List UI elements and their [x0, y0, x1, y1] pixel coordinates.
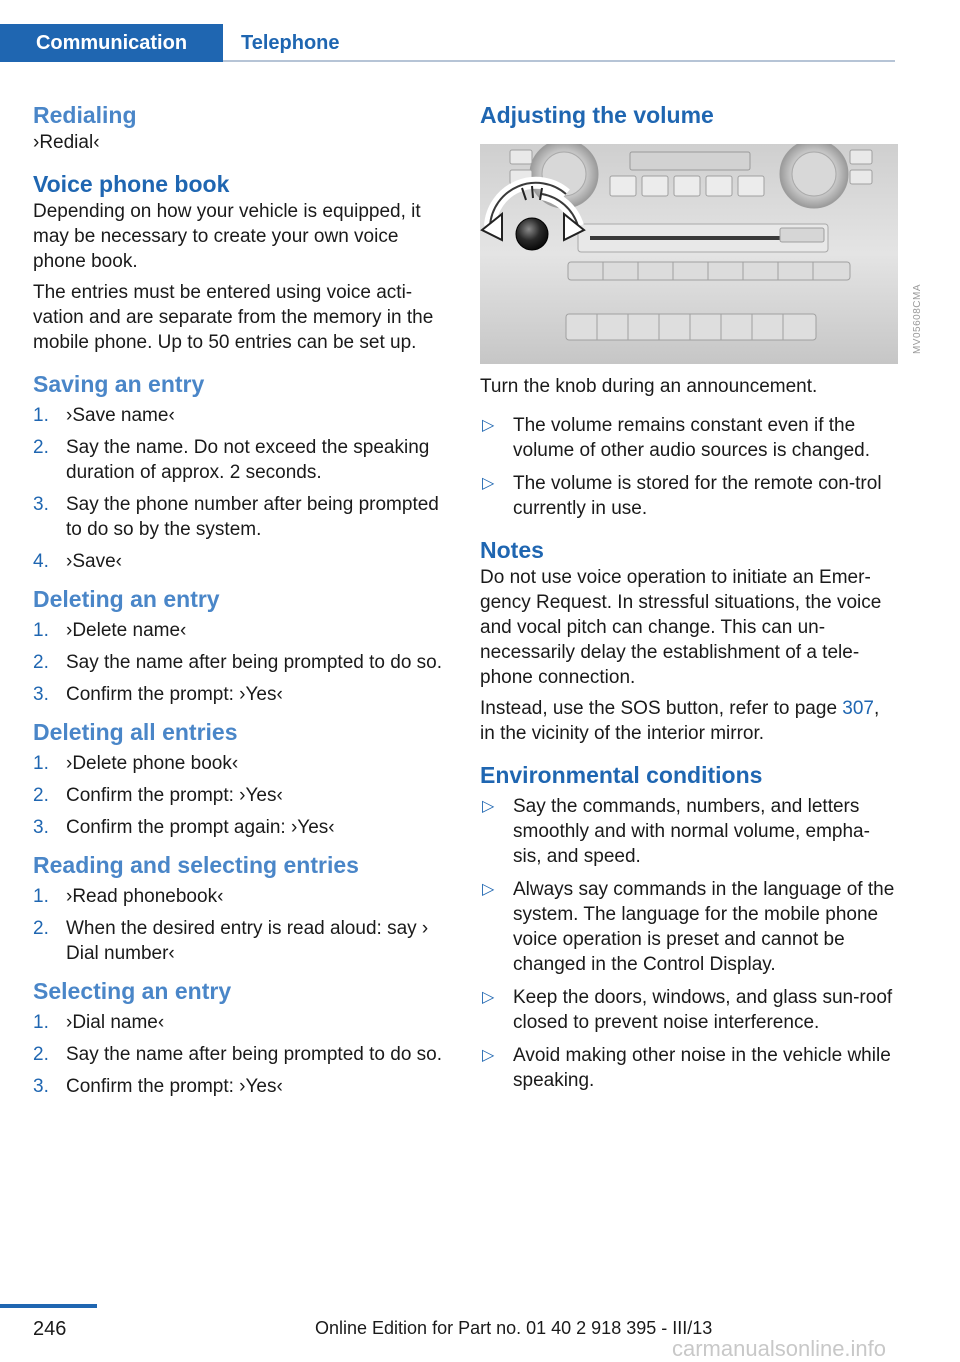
- list-item: 3. Say the phone number after being prompted to do so by the system.: [33, 494, 439, 540]
- list-item: ▷ The volume is stored for the remote con-trol currently in use.: [482, 473, 882, 519]
- heading-voice-phone-book: Voice phone book: [33, 171, 230, 197]
- list-item: 2. When the desired entry is read aloud: say › Dial number‹: [33, 918, 429, 964]
- voice-book-paragraph-1: Depending on how your vehicle is equipped, it may be necessary to create your own voice phone book.: [33, 201, 421, 272]
- heading-reading-and-selecting: Reading and selecting entries: [33, 852, 359, 878]
- list-item: 2. Say the name after being prompted to do so.: [33, 652, 443, 673]
- deleting-all-steps: [33, 751, 445, 840]
- deleting-steps: [33, 618, 445, 707]
- list-item: 3. Confirm the prompt again: ›Yes‹: [33, 817, 335, 838]
- notes-paragraph-2: Instead, use the SOS button, refer to page 307, in the vicinity of the interior mirror.: [480, 698, 880, 744]
- list-item: 1. ›Delete phone book‹: [33, 753, 239, 774]
- heading-notes: Notes: [480, 537, 544, 563]
- list-item: 2. Confirm the prompt: ›Yes‹: [33, 785, 283, 806]
- control-panel-illustration: [480, 144, 898, 364]
- heading-selecting-an-entry: Selecting an entry: [33, 978, 232, 1004]
- tab-telephone[interactable]: Telephone: [241, 31, 340, 54]
- list-item: ▷ Always say commands in the language of the system. The language for the mobile phone voice operation is preset and cannot be changed in the Control Display.: [482, 879, 895, 975]
- list-item: 1. ›Read phonebook‹: [33, 886, 224, 907]
- list-item: ▷ The volume remains constant even if the volume of other audio sources is changed.: [482, 415, 870, 461]
- heading-deleting-an-entry: Deleting an entry: [33, 586, 220, 612]
- list-item: 1. ›Dial name‹: [33, 1012, 165, 1033]
- list-item: 3. Confirm the prompt: ›Yes‹: [33, 684, 283, 705]
- tab-communication[interactable]: Communication: [0, 24, 223, 62]
- triangle-bullet-icon: ▷: [482, 1047, 495, 1064]
- saving-steps: [33, 403, 445, 574]
- control-panel-figure: [480, 144, 923, 364]
- heading-saving-an-entry: Saving an entry: [33, 371, 205, 397]
- heading-environmental-conditions: Environmental conditions: [480, 762, 763, 788]
- voice-book-paragraph-2: The entries must be entered using voice acti-vation and are separate from the memory in the mobile phone. Up to 50 entries can be set up.: [33, 282, 434, 353]
- page-link[interactable]: 307: [842, 698, 874, 719]
- list-item: 4. ›Save‹: [33, 551, 122, 572]
- list-item: 2. Say the name after being prompted to do so.: [33, 1044, 443, 1065]
- list-item: 3. Confirm the prompt: ›Yes‹: [33, 1076, 283, 1097]
- left-column: [33, 100, 445, 1099]
- triangle-bullet-icon: ▷: [482, 475, 495, 492]
- list-item: 2. Say the name. Do not exceed the speaking duration of approx. 2 seconds.: [33, 437, 430, 483]
- list-item: ▷ Say the commands, numbers, and letters smoothly and with normal volume, empha-sis, and speed.: [482, 796, 870, 867]
- right-column: [480, 100, 923, 1093]
- volume-caption: Turn the knob during an announcement.: [480, 376, 818, 397]
- triangle-bullet-icon: ▷: [482, 417, 495, 434]
- heading-deleting-all-entries: Deleting all entries: [33, 719, 238, 745]
- heading-redialing: Redialing: [33, 102, 137, 128]
- list-item: ▷ Keep the doors, windows, and glass sun-roof closed to prevent noise interference.: [482, 987, 893, 1033]
- list-item: 1. ›Save name‹: [33, 405, 175, 426]
- page-number: 246: [33, 1318, 67, 1340]
- triangle-bullet-icon: ▷: [482, 881, 495, 898]
- redial-command: ›Redial‹: [33, 132, 100, 153]
- list-item: 1. ›Delete name‹: [33, 620, 187, 641]
- list-item: ▷ Avoid making other noise in the vehicle while speaking.: [482, 1045, 891, 1091]
- figure-code: MV05608CMA: [912, 284, 923, 355]
- volume-notes-list: [480, 413, 898, 521]
- reading-steps: [33, 884, 445, 966]
- edition-text: Online Edition for Part no. 01 40 2 918 395 - III/13: [315, 1318, 713, 1338]
- environment-list: [480, 794, 898, 1093]
- notes-paragraph-1: Do not use voice operation to initiate an Emer-gency Request. In stressful situations, the voice and vocal pitch can change. This can un-necessarily delay the establishment of a tele-phone connection.: [480, 567, 882, 688]
- footer-bar: [0, 1304, 97, 1308]
- selecting-steps: [33, 1010, 445, 1099]
- triangle-bullet-icon: ▷: [482, 989, 495, 1006]
- triangle-bullet-icon: ▷: [482, 798, 495, 815]
- heading-adjusting-volume: Adjusting the volume: [480, 102, 714, 128]
- watermark: carmanualsonline.info: [672, 1336, 887, 1361]
